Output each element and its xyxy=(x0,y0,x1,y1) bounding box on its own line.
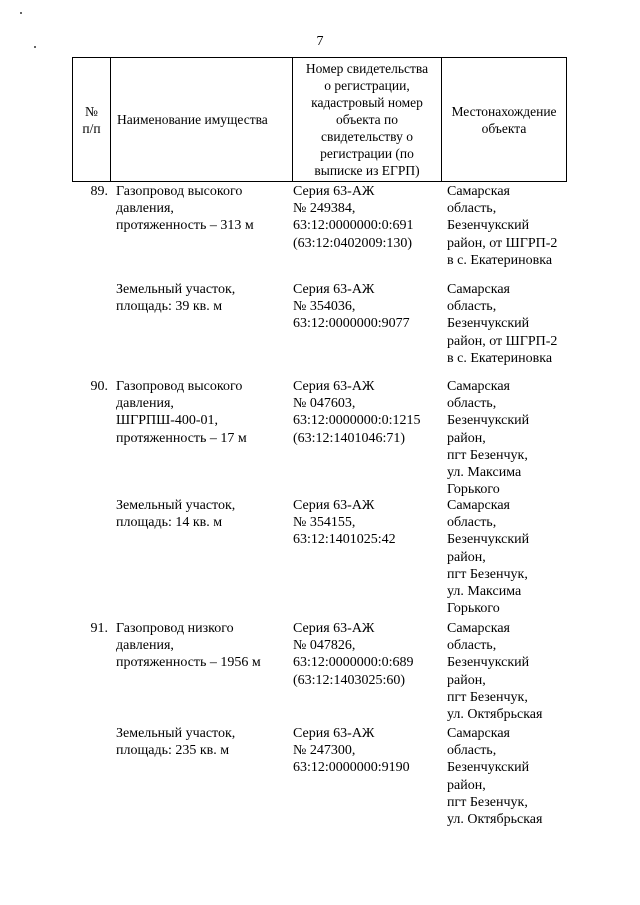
row-name-cell xyxy=(116,378,291,447)
header-certificate-line: кадастровый номер xyxy=(311,95,423,110)
location-line: ул. Октябрьская xyxy=(447,707,543,723)
row-name-cell xyxy=(116,497,291,531)
property-name-line: протяженность – 17 м xyxy=(116,430,247,446)
location-line: ул. Максима xyxy=(447,584,522,600)
certificate-line: 63:12:0000000:9190 xyxy=(293,760,410,776)
header-certificate-cell xyxy=(293,57,442,182)
location-line: район, xyxy=(447,430,486,446)
location-line: Безенчукский xyxy=(447,655,530,671)
location-line: область, xyxy=(447,743,497,759)
header-location-line: объекта xyxy=(481,120,527,136)
row-loc-cell xyxy=(447,183,572,269)
location-line: в с. Екатериновка xyxy=(447,350,553,366)
property-name-line: площадь: 235 кв. м xyxy=(116,743,230,759)
location-line: район, xyxy=(447,672,486,688)
certificate-line: Серия 63-АЖ xyxy=(293,621,375,636)
property-name-line: Земельный участок, xyxy=(116,282,236,297)
location-line: район, xyxy=(447,777,486,793)
property-name-line: давления, xyxy=(116,396,174,412)
location-line: область, xyxy=(447,299,497,315)
property-name-line: давления, xyxy=(116,638,174,654)
certificate-line: № 047826, xyxy=(293,638,356,654)
certificate-line: № 247300, xyxy=(293,743,356,759)
certificate-line: № 354036, xyxy=(293,299,356,315)
location-line: Горького xyxy=(447,601,500,617)
certificate-line: Серия 63-АЖ xyxy=(293,282,375,297)
header-number-line: № xyxy=(85,103,98,119)
location-line: Самарская xyxy=(447,621,510,636)
property-name-line: ШГРПШ-400-01, xyxy=(116,413,219,429)
row-loc-cell xyxy=(447,725,572,828)
certificate-line: (63:12:0402009:130) xyxy=(293,235,412,251)
property-name-line: Газопровод высокого xyxy=(116,184,243,199)
property-name-line: Земельный участок, xyxy=(116,726,236,741)
location-line: район, от ШГРП-2 xyxy=(447,235,558,251)
location-line: Самарская xyxy=(447,498,510,513)
location-line: пгт Безенчук, xyxy=(447,689,528,705)
location-line: область, xyxy=(447,396,497,412)
location-line: область, xyxy=(447,201,497,217)
certificate-line: № 354155, xyxy=(293,515,356,531)
location-line: Безенчукский xyxy=(447,218,530,234)
certificate-line: 63:12:0000000:0:689 xyxy=(293,655,414,671)
certificate-line: 63:12:0000000:0:1215 xyxy=(293,413,421,429)
certificate-line: Серия 63-АЖ xyxy=(293,184,375,199)
location-line: Безенчукский xyxy=(447,316,530,332)
property-name-line: Газопровод низкого xyxy=(116,621,234,636)
property-name-line: площадь: 39 кв. м xyxy=(116,299,223,315)
location-line: ул. Максима xyxy=(447,465,522,481)
header-location-cell xyxy=(442,57,567,182)
header-certificate-line: свидетельству о xyxy=(321,129,413,144)
header-name-text: Наименование имущества xyxy=(117,112,268,127)
header-certificate-line: Номер свидетельства xyxy=(305,61,429,76)
scan-speck xyxy=(20,12,22,14)
certificate-line: Серия 63-АЖ xyxy=(293,498,375,513)
location-line: Самарская xyxy=(447,282,510,297)
table-header xyxy=(72,57,567,182)
location-line: Самарская xyxy=(447,726,510,741)
certificate-line: № 249384, xyxy=(293,201,356,217)
row-name-cell xyxy=(116,620,291,672)
header-certificate-line: объекта по xyxy=(335,112,399,127)
header-certificate-line: о регистрации, xyxy=(324,78,410,93)
row-loc-cell xyxy=(447,281,572,367)
certificate-line: Серия 63-АЖ xyxy=(293,726,375,741)
location-line: в с. Екатериновка xyxy=(447,252,553,268)
property-name-line: давления, xyxy=(116,201,174,217)
row-number: 91. xyxy=(90,621,108,636)
property-name-line: Газопровод высокого xyxy=(116,379,243,394)
location-line: пгт Безенчук, xyxy=(447,566,528,582)
row-cert-cell xyxy=(293,725,445,777)
row-cert-cell xyxy=(293,183,445,252)
certificate-line: 63:12:0000000:0:691 xyxy=(293,218,414,234)
header-location-line: Местонахождение xyxy=(451,103,557,119)
certificate-line: (63:12:1401046:71) xyxy=(293,430,405,446)
location-line: Горького xyxy=(447,482,500,498)
header-certificate-line: выписке из ЕГРП) xyxy=(314,163,420,178)
property-name-line: протяженность – 1956 м xyxy=(116,655,261,671)
certificate-line: Серия 63-АЖ xyxy=(293,379,375,394)
row-name-cell xyxy=(116,183,291,235)
certificate-line: 63:12:0000000:9077 xyxy=(293,316,410,332)
row-number: 90. xyxy=(90,379,108,394)
location-line: район, от ШГРП-2 xyxy=(447,333,558,349)
certificate-line: (63:12:1403025:60) xyxy=(293,672,405,688)
location-line: Безенчукский xyxy=(447,532,530,548)
location-line: пгт Безенчук, xyxy=(447,794,528,810)
row-cert-cell xyxy=(293,378,445,447)
location-line: область, xyxy=(447,638,497,654)
property-name-line: площадь: 14 кв. м xyxy=(116,515,223,531)
row-loc-cell xyxy=(447,497,572,617)
row-cert-cell xyxy=(293,497,445,549)
location-line: область, xyxy=(447,515,497,531)
header-certificate-line: регистрации (по xyxy=(320,146,414,161)
location-line: ул. Октябрьская xyxy=(447,812,543,828)
location-line: Безенчукский xyxy=(447,760,530,776)
row-cert-cell xyxy=(293,281,445,333)
header-number-line: п/п xyxy=(82,120,101,136)
header-number-cell xyxy=(72,57,111,182)
row-loc-cell xyxy=(447,378,572,498)
certificate-line: № 047603, xyxy=(293,396,356,412)
location-line: Самарская xyxy=(447,379,510,394)
location-line: район, xyxy=(447,549,486,565)
row-name-cell xyxy=(116,281,291,315)
row-name-cell xyxy=(116,725,291,759)
certificate-line: 63:12:1401025:42 xyxy=(293,532,396,548)
location-line: Самарская xyxy=(447,184,510,199)
row-number: 89. xyxy=(90,184,108,199)
location-line: пгт Безенчук, xyxy=(447,447,528,463)
property-name-line: протяженность – 313 м xyxy=(116,218,254,234)
row-loc-cell xyxy=(447,620,572,723)
location-line: Безенчукский xyxy=(447,413,530,429)
property-name-line: Земельный участок, xyxy=(116,498,236,513)
row-cert-cell xyxy=(293,620,445,689)
header-name-cell xyxy=(111,57,293,182)
page-number: 7 xyxy=(316,34,324,49)
